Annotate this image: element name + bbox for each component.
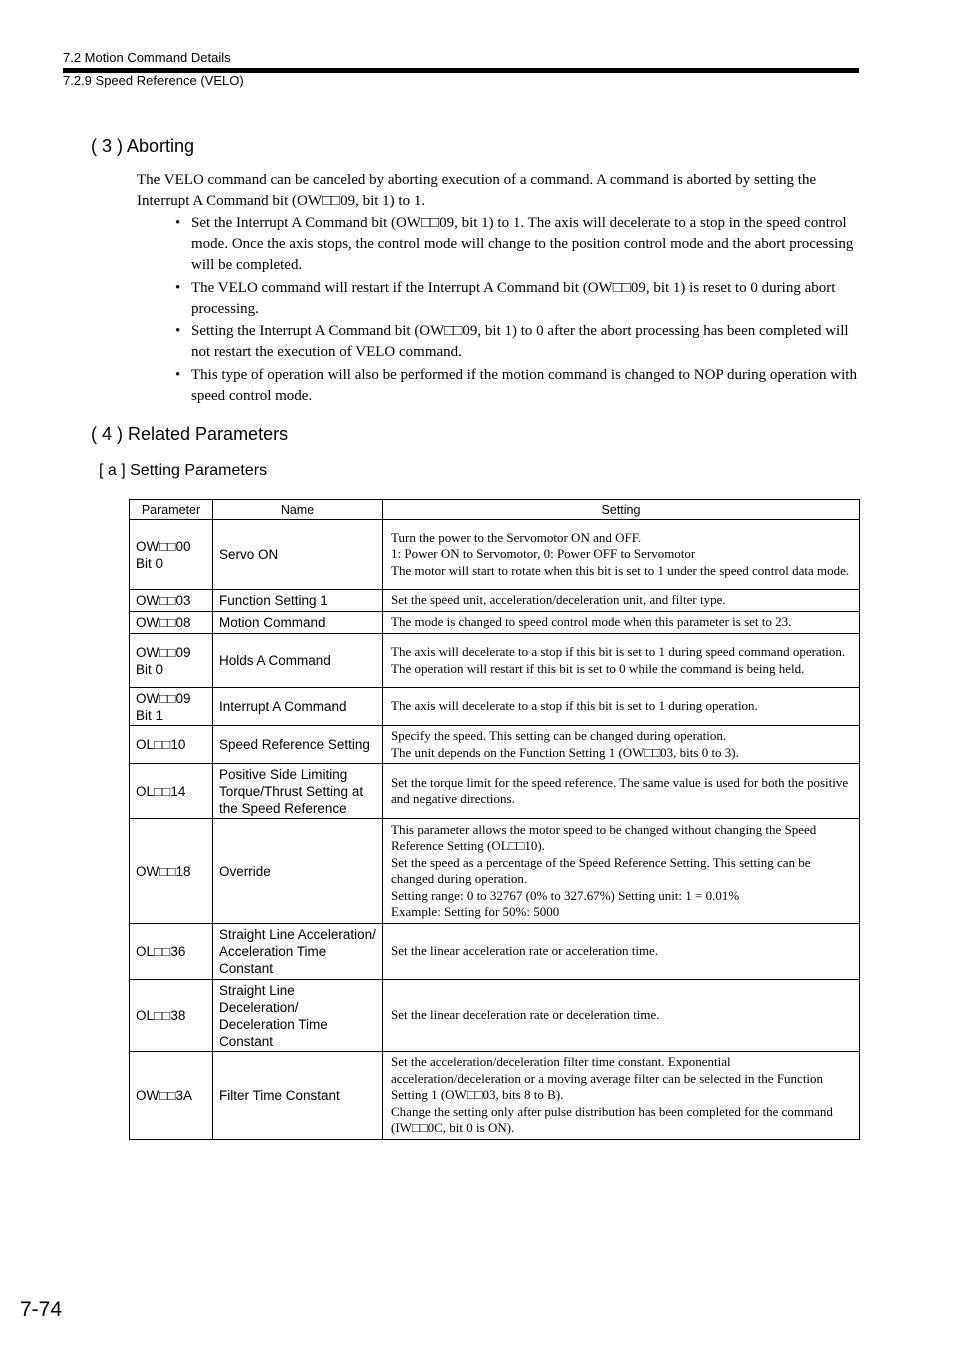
- setting-cell: Set the speed unit, acceleration/deceleration unit, and filter type.: [383, 590, 860, 612]
- setting-cell: Turn the power to the Servomotor ON and OFF. 1: Power ON to Servomotor, 0: Power OFF to Servomotor The motor will start to rotate when this bit is set to 1 under the speed control data mode.: [383, 520, 860, 590]
- name-cell: Straight Line Deceleration/ Deceleration Time Constant: [213, 980, 383, 1052]
- name-cell: Servo ON: [213, 520, 383, 590]
- name-cell: Positive Side Limiting Torque/Thrust Setting at the Speed Reference: [213, 764, 383, 819]
- list-item: [175, 213, 859, 276]
- table-row: [130, 1052, 860, 1140]
- name-cell: Straight Line Acceleration/ Acceleration Time Constant: [213, 924, 383, 980]
- setting-cell: This parameter allows the motor speed to be changed without changing the Speed Reference Setting (OL□□10). Set the speed as a percentage of the Speed Reference Setting. This setting can be changed during operation. Setting range: 0 to 32767 (0% to 327.67%) Setting unit: 1 = 0.01% Example: Setting for 50%: 5000: [383, 819, 860, 924]
- table-row: [130, 634, 860, 688]
- column-header-parameter: Parameter: [130, 500, 213, 520]
- setting-cell: Set the torque limit for the speed reference. The same value is used for both the positive and negative directions.: [383, 764, 860, 819]
- table-row: [130, 764, 860, 819]
- setting-cell: Set the acceleration/deceleration filter time constant. Exponential acceleration/deceleration or a moving average filter can be selected in the Function Setting 1 (OW□□03, bits 8 to B). Change the setting only after pulse distribution has been completed for the command (IW□□0C, bit 0 is ON).: [383, 1052, 860, 1140]
- param-cell: OW□□3A: [130, 1052, 213, 1140]
- setting-cell: The mode is changed to speed control mode when this parameter is set to 23.: [383, 612, 860, 634]
- table-body: [130, 520, 860, 1140]
- list-item: [175, 321, 859, 363]
- param-cell: OL□□36: [130, 924, 213, 980]
- setting-cell: The axis will decelerate to a stop if this bit is set to 1 during operation.: [383, 688, 860, 726]
- bullet-text: This type of operation will also be performed if the motion command is changed to NOP during operation with speed control mode.: [191, 366, 857, 404]
- param-cell: OW□□08: [130, 612, 213, 634]
- param-cell: OW□□18: [130, 819, 213, 924]
- setting-cell: The axis will decelerate to a stop if this bit is set to 1 during speed command operation. The operation will restart if this bit is set to 0 while the command is being held.: [383, 634, 860, 688]
- param-cell: OW□□03: [130, 590, 213, 612]
- bullet-icon: •: [175, 366, 181, 383]
- bullet-icon: •: [175, 323, 181, 339]
- bullet-icon: •: [175, 215, 181, 231]
- aborting-heading: ( 3 ) Aborting: [91, 136, 195, 156]
- param-cell: OW□□00 Bit 0: [130, 520, 213, 590]
- page-number: 7-74: [20, 1298, 63, 1321]
- name-cell: Override: [213, 819, 383, 924]
- param-cell: OW□□09 Bit 0: [130, 634, 213, 688]
- column-header-setting: Setting: [383, 500, 860, 520]
- list-item: [175, 278, 859, 320]
- param-cell: OW□□09 Bit 1: [130, 688, 213, 726]
- table-header-row: [130, 500, 860, 520]
- name-cell: Filter Time Constant: [213, 1052, 383, 1140]
- table-row: [130, 688, 860, 726]
- name-cell: Motion Command: [213, 612, 383, 634]
- name-cell: Holds A Command: [213, 634, 383, 688]
- setting-cell: Set the linear acceleration rate or acceleration time.: [383, 924, 860, 980]
- running-header-subsection: 7.2.9 Speed Reference (VELO): [63, 73, 244, 88]
- bullet-text: Setting the Interrupt A Command bit (OW□□09, bit 1) to 0 after the abort processing has been completed will not restart the execution of VELO command.: [191, 323, 849, 360]
- param-cell: OL□□38: [130, 980, 213, 1052]
- aborting-intro: The VELO command can be canceled by aborting execution of a command. A command is aborted by setting the Interrupt A Command bit (OW□□09, bit 1) to 1.: [137, 172, 817, 209]
- related-parameters-heading: ( 4 ) Related Parameters: [91, 424, 289, 444]
- name-cell: Interrupt A Command: [213, 688, 383, 726]
- table-row: [130, 612, 860, 634]
- bullet-text: Set the Interrupt A Command bit (OW□□09, bit 1) to 1. The axis will decelerate to a stop in the speed control mode. Once the axis stops, the control mode will change to the position control mode and the abort processing will be completed.: [191, 215, 854, 273]
- list-item: [175, 365, 859, 407]
- setting-cell: Set the linear deceleration rate or deceleration time.: [383, 980, 860, 1052]
- setting-cell: Specify the speed. This setting can be changed during operation. The unit depends on the Function Setting 1 (OW□□03, bits 0 to 3).: [383, 726, 860, 764]
- aborting-bullet-list: [175, 213, 859, 408]
- param-cell: OL□□10: [130, 726, 213, 764]
- running-header-section: 7.2 Motion Command Details: [63, 50, 231, 65]
- table-row: [130, 819, 860, 924]
- table-row: [130, 980, 860, 1052]
- column-header-name: Name: [213, 500, 383, 520]
- name-cell: Function Setting 1: [213, 590, 383, 612]
- bullet-text: The VELO command will restart if the Interrupt A Command bit (OW□□09, bit 1) is reset to 0 during abort processing.: [191, 279, 836, 317]
- table-row: [130, 520, 860, 590]
- table-row: [130, 590, 860, 612]
- setting-parameters-table: [129, 499, 860, 1140]
- param-cell: OL□□14: [130, 764, 213, 819]
- table-row: [130, 726, 860, 764]
- bullet-icon: •: [175, 279, 181, 296]
- setting-parameters-heading: [ a ] Setting Parameters: [99, 462, 268, 479]
- name-cell: Speed Reference Setting: [213, 726, 383, 764]
- table-row: [130, 924, 860, 980]
